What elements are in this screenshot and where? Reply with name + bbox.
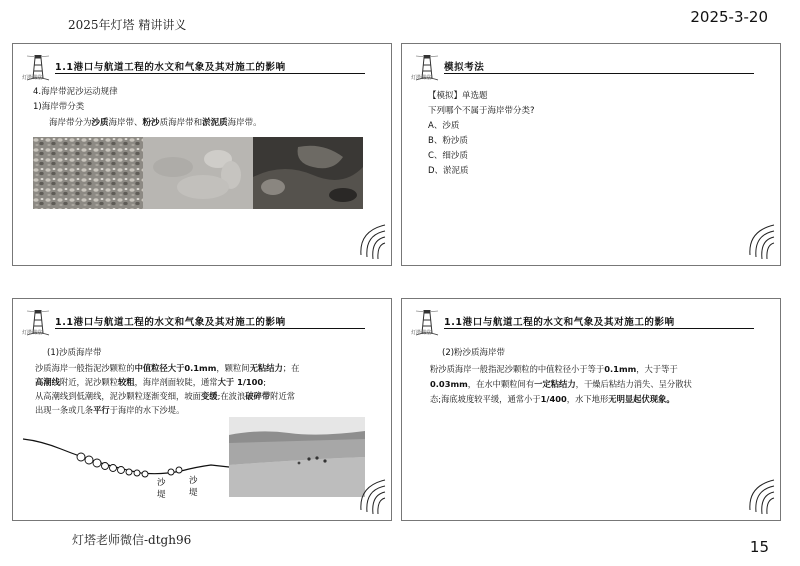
slide-title: 1.1港口与航道工程的水文和气象及其对施工的影响 bbox=[55, 62, 286, 73]
logo-text: 灯塔课堂 bbox=[22, 330, 43, 336]
paragraph-line-1: 粉沙质海岸一般指泥沙颗粒的中值粒径小于等于0.1mm，大于等于 bbox=[430, 364, 678, 374]
slide-silty-coast bbox=[401, 298, 781, 521]
paragraph-line-3: 态;海底坡度较平缓，通常小于1/400，水下地形无明显起伏现象。 bbox=[430, 394, 675, 404]
slide-sandy-coast bbox=[12, 298, 392, 521]
option-a: A、沙质 bbox=[428, 121, 460, 131]
classification-line: 海岸带分为沙质海岸带、粉沙质海岸带和淤泥质海岸带。 bbox=[49, 118, 262, 128]
title-rule bbox=[444, 328, 754, 329]
logo-text: 灯塔课堂 bbox=[411, 75, 432, 81]
corner-swirl-decoration bbox=[740, 476, 776, 516]
paragraph-line-2: 高潮线附近，泥沙颗粒较粗，海岸剖面较陡，通常大于 1/100; bbox=[35, 377, 266, 387]
footer-contact: 灯塔老师微信-dtgh96 bbox=[72, 533, 192, 547]
question-text: 下列哪个不属于海岸带分类? bbox=[428, 106, 535, 116]
sandbar-label: 堤 bbox=[157, 490, 166, 500]
slide-title: 模拟考法 bbox=[444, 62, 485, 73]
slide-mock-question bbox=[401, 43, 781, 266]
header-title: 2025年灯塔 精讲讲义 bbox=[68, 18, 187, 32]
logo-text: 灯塔课堂 bbox=[22, 75, 43, 81]
slide-coast-classification bbox=[12, 43, 392, 266]
section-heading: 4.海岸带泥沙运动规律 bbox=[33, 87, 118, 97]
corner-swirl-decoration bbox=[740, 221, 776, 261]
title-rule bbox=[444, 73, 754, 74]
sandbar-label: 沙 bbox=[189, 476, 198, 486]
sub-heading: (2)粉沙质海岸带 bbox=[442, 348, 506, 358]
paragraph-line-4: 出现一条或几条平行于海岸的水下沙堤。 bbox=[35, 405, 185, 415]
paragraph-line-2: 0.03mm，在水中颗粒间有一定粘结力，干燥后粘结力消失、呈分散状 bbox=[430, 379, 692, 389]
sub-heading: 1)海岸带分类 bbox=[33, 102, 85, 112]
logo-text: 灯塔课堂 bbox=[411, 330, 432, 336]
sub-heading: (1)沙质海岸带 bbox=[47, 348, 102, 358]
header-date: 2025-3-20 bbox=[690, 8, 768, 26]
sandbar-label: 沙 bbox=[157, 478, 166, 488]
slide-title: 1.1港口与航道工程的水文和气象及其对施工的影响 bbox=[55, 317, 286, 328]
question-tag: 【模拟】单选题 bbox=[428, 91, 488, 101]
corner-swirl-decoration bbox=[351, 476, 387, 516]
muddy-coast-photo bbox=[253, 137, 363, 209]
title-rule bbox=[55, 328, 365, 329]
silty-sand-photo bbox=[143, 137, 253, 209]
option-b: B、粉沙质 bbox=[428, 136, 468, 146]
title-rule bbox=[55, 73, 365, 74]
page-number: 15 bbox=[749, 538, 769, 556]
option-c: C、细沙质 bbox=[428, 151, 468, 161]
sandy-coast-photo bbox=[33, 137, 143, 209]
corner-swirl-decoration bbox=[351, 221, 387, 261]
slide-title: 1.1港口与航道工程的水文和气象及其对施工的影响 bbox=[444, 317, 675, 328]
option-d: D、淤泥质 bbox=[428, 166, 469, 176]
paragraph-line-1: 沙质海岸一般指泥沙颗粒的中值粒径大于0.1mm，颗粒间无粘结力；在 bbox=[35, 363, 300, 373]
sandbar-label: 堤 bbox=[189, 488, 198, 498]
paragraph-line-3: 从高潮线到低潮线，泥沙颗粒逐渐变细，坡面变缓;在波浪破碎带附近常 bbox=[35, 391, 296, 401]
beach-photo bbox=[229, 417, 365, 497]
sandbar-diagram bbox=[21, 433, 231, 503]
